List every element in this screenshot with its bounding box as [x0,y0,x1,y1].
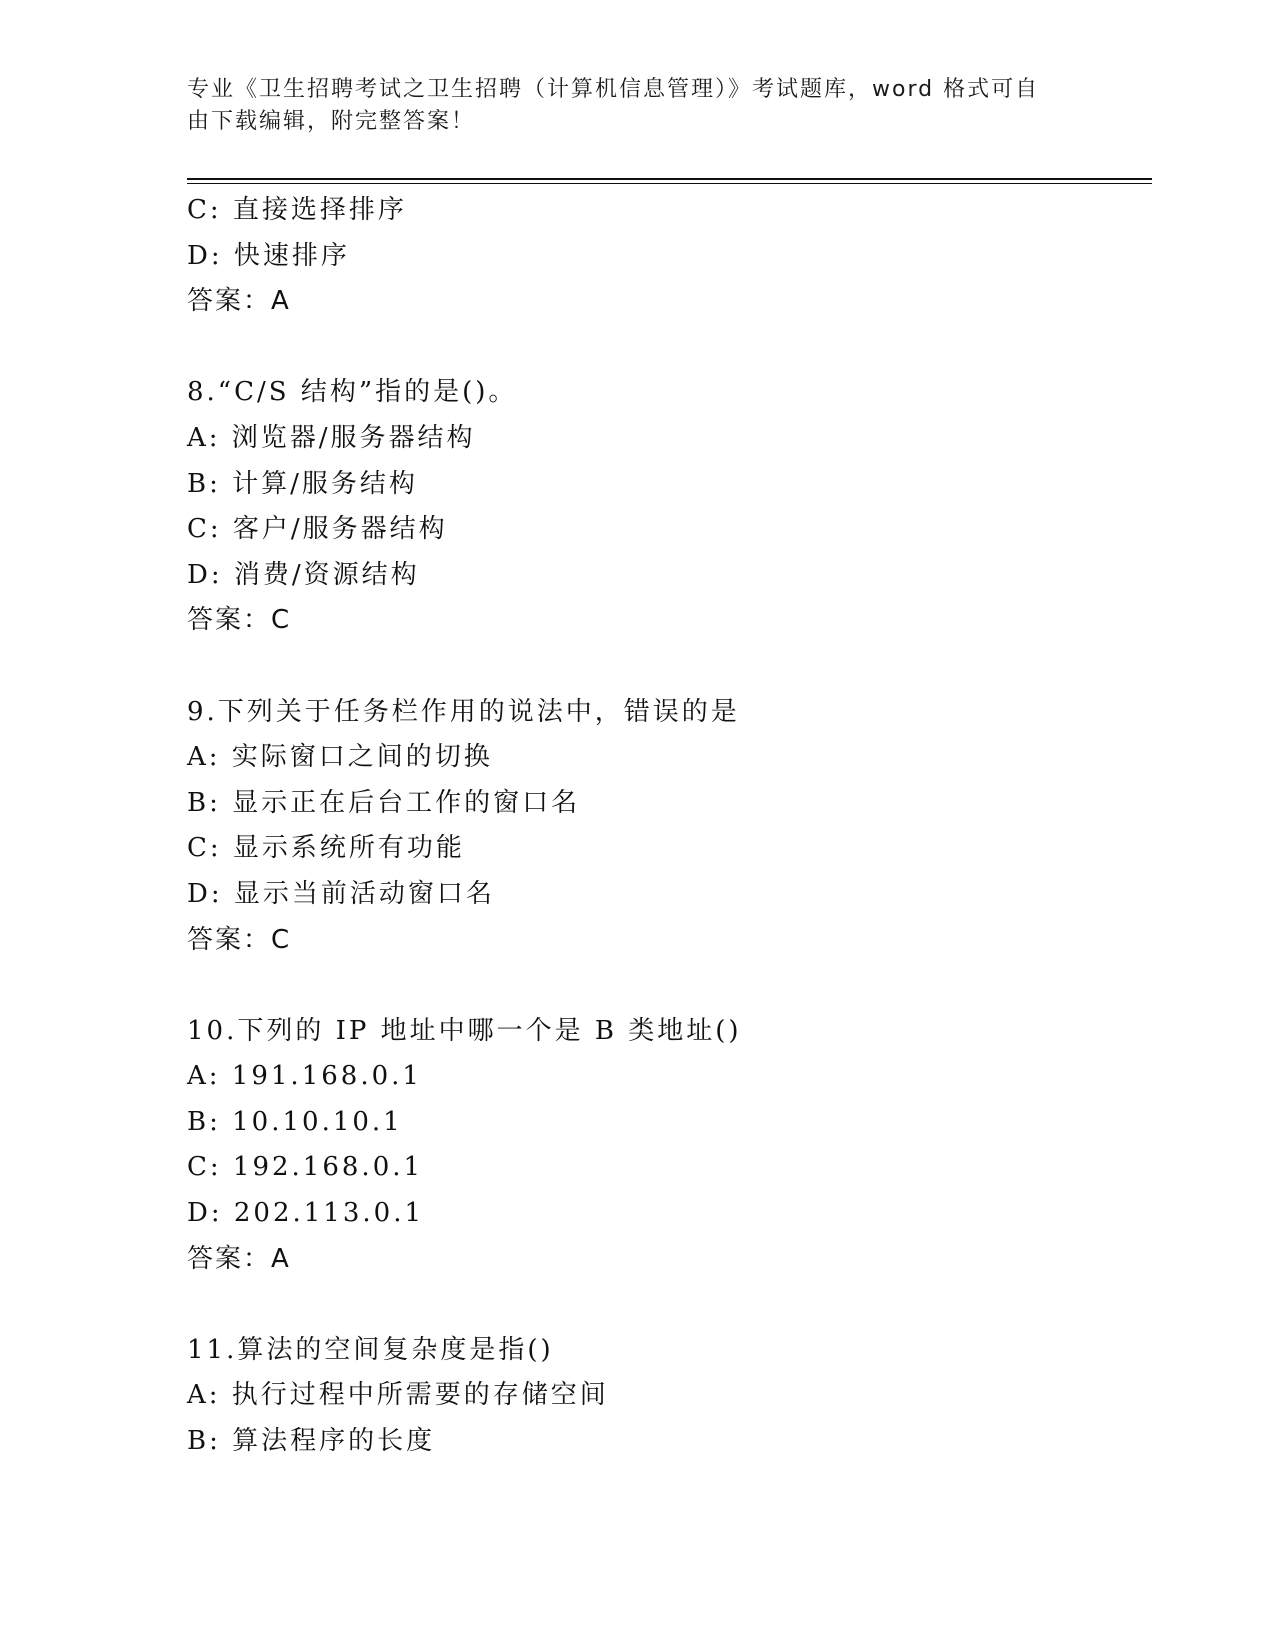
question-9 [187,690,1152,964]
spacer [187,963,1152,1009]
spacer [187,325,1152,371]
header-line-1: 专业《卫生招聘考试之卫生招聘（计算机信息管理）》考试题库，word 格式可自 [187,77,1040,102]
header-divider-thin [187,183,1152,184]
header-divider-thick [187,178,1152,180]
question-8 [187,370,1152,644]
option-c: C: 显示系统所有功能 [187,833,465,864]
option-d: D: 快速排序 [187,240,350,271]
option-c: C: 直接选择排序 [187,195,407,225]
question-11 [187,1328,1152,1465]
option-d: D: 消费/资源结构 [187,559,420,590]
option-a: A: 执行过程中所需要的存储空间 [187,1380,609,1411]
answer-line: 答案：C [187,605,292,636]
answer-line: 答案：A [187,286,291,317]
option-a: A: 实际窗口之间的切换 [187,742,493,773]
question-7-fragment [187,188,1152,325]
document-header [187,74,1067,138]
spacer [187,1282,1152,1328]
spacer [187,644,1152,690]
option-a: A: 浏览器/服务器结构 [187,422,476,453]
option-d: D: 202.113.0.1 [187,1198,424,1229]
option-b: B: 计算/服务结构 [187,468,418,499]
question-stem: 11.算法的空间复杂度是指() [187,1334,554,1365]
answer-line: 答案：C [187,924,292,955]
option-b: B: 算法程序的长度 [187,1426,436,1457]
question-stem: 10.下列的 IP 地址中哪一个是 B 类地址() [187,1015,742,1046]
option-c: C: 客户/服务器结构 [187,514,448,545]
question-stem: 8.“C/S 结构”指的是()。 [187,377,518,408]
question-stem: 9.下列关于任务栏作用的说法中，错误的是 [187,696,740,727]
option-a: A: 191.168.0.1 [187,1061,422,1092]
answer-line: 答案：A [187,1243,291,1274]
option-c: C: 192.168.0.1 [187,1152,424,1183]
header-line-2: 由下载编辑，附完整答案！ [187,109,476,134]
option-d: D: 显示当前活动窗口名 [187,878,495,909]
question-list [187,188,1152,1465]
option-b: B: 显示正在后台工作的窗口名 [187,787,581,818]
option-b: B: 10.10.10.1 [187,1106,403,1137]
question-10 [187,1009,1152,1283]
